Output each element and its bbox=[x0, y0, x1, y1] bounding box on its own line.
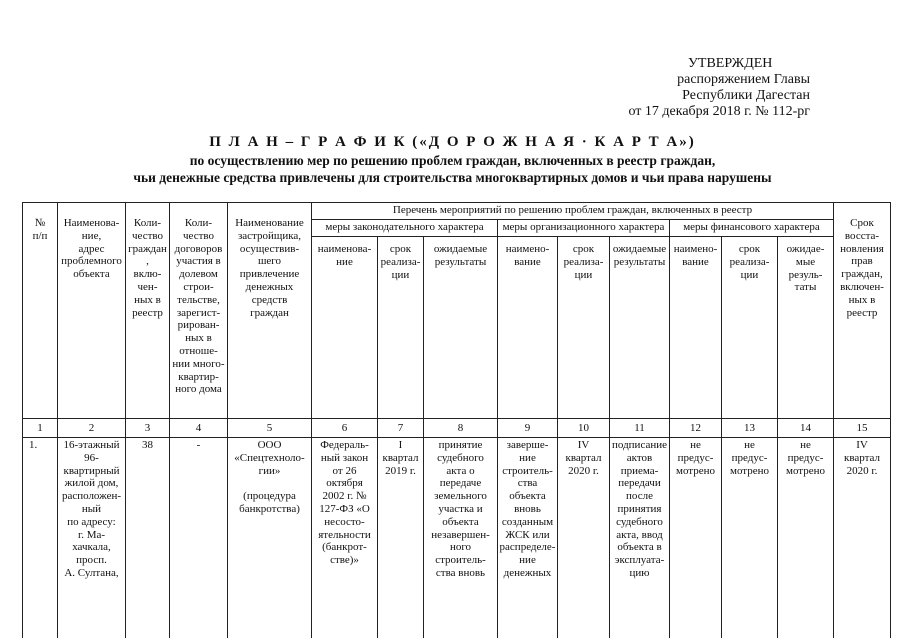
column-number: 8 bbox=[424, 419, 498, 438]
fin-measure-name: не предус- мотрено bbox=[670, 438, 722, 638]
org-measure-name: заверше- ние строитель- ства объекта вновь созданным ЖСК или распределе- ние денежных bbox=[498, 438, 558, 638]
contracts-count: - bbox=[170, 438, 228, 638]
header-contracts-count: Коли- чество договоров участия в долевом строи- тельстве, зарегист- рирован- ных в отноше- нии много- квартир- ного дома bbox=[170, 203, 228, 419]
column-number: 9 bbox=[498, 419, 558, 438]
fin-measure-term: не предус- мотрено bbox=[722, 438, 778, 638]
column-number: 13 bbox=[722, 419, 778, 438]
document-subtitle-1: по осуществлению мер по решению проблем граждан, включенных в реестр граждан, bbox=[189, 153, 716, 168]
column-number: 1 bbox=[23, 419, 58, 438]
column-number: 5 bbox=[228, 419, 312, 438]
column-number: 7 bbox=[378, 419, 424, 438]
header-legal-term: срок реализа- ции bbox=[378, 237, 424, 419]
approval-date: от 17 декабря 2018 г. № 112-рг bbox=[628, 104, 810, 119]
header-org-result: ожидаемые результаты bbox=[610, 237, 670, 419]
header-object: Наименова- ние, адрес проблемного объекта bbox=[58, 203, 126, 419]
citizens-count: 38 bbox=[126, 438, 170, 638]
column-number: 14 bbox=[778, 419, 834, 438]
column-number: 11 bbox=[610, 419, 670, 438]
org-measure-result: подписание актов приема- передачи после принятия судебного акта, ввод объекта в эксплуата- цию bbox=[610, 438, 670, 638]
approval-title: УТВЕРЖДЕН bbox=[688, 56, 773, 71]
document-title-block bbox=[0, 132, 905, 186]
column-number: 2 bbox=[58, 419, 126, 438]
legal-measure-name: Федераль- ный закон от 26 октября 2002 г. № 127-ФЗ «О несосто- ятельности (банкрот- стве)» bbox=[312, 438, 378, 638]
legal-measure-result: принятие судебного акта о передаче земельного участка и объекта незавершен- ного строитель- ства вновь bbox=[424, 438, 498, 638]
header-restoration-term: Срок восста- новления прав граждан, включен- ных в реестр bbox=[834, 203, 891, 419]
document-title: П Л А Н – Г Р А Ф И К («Д О Р О Ж Н А Я · К А Р Т А») bbox=[209, 134, 696, 150]
header-measures-group: Перечень мероприятий по решению проблем граждан, включенных в реестр bbox=[312, 203, 834, 220]
column-number: 10 bbox=[558, 419, 610, 438]
header-org-name: наимено- вание bbox=[498, 237, 558, 419]
approval-stamp bbox=[600, 56, 810, 120]
column-number: 3 bbox=[126, 419, 170, 438]
approval-region: Республики Дагестан bbox=[682, 88, 810, 103]
header-developer: Наименование застройщика, осуществив- шего привлечение денежных средств граждан bbox=[228, 203, 312, 419]
header-num: № п/п bbox=[23, 203, 58, 419]
org-measure-term: IV квартал 2020 г. bbox=[558, 438, 610, 638]
fin-measure-result: не предус- мотрено bbox=[778, 438, 834, 638]
header-fin-name: наимено- вание bbox=[670, 237, 722, 419]
column-number: 12 bbox=[670, 419, 722, 438]
header-fin-term: срок реализа- ции bbox=[722, 237, 778, 419]
header-legal-result: ожидаемые результаты bbox=[424, 237, 498, 419]
header-fin-measures: меры финансового характера bbox=[670, 220, 834, 237]
roadmap-table bbox=[22, 202, 891, 638]
column-number: 15 bbox=[834, 419, 891, 438]
header-fin-result: ожидае- мые резуль- таты bbox=[778, 237, 834, 419]
header-org-term: срок реализа- ции bbox=[558, 237, 610, 419]
restoration-term: IV квартал 2020 г. bbox=[834, 438, 891, 638]
legal-measure-term: I квартал 2019 г. bbox=[378, 438, 424, 638]
column-number-row bbox=[23, 419, 891, 438]
header-legal-measures: меры законодательного характера bbox=[312, 220, 498, 237]
table-row bbox=[23, 438, 891, 638]
header-legal-name: наименова- ние bbox=[312, 237, 378, 419]
header-citizens-count: Коли- чество граждан, вклю- чен- ных в реестр bbox=[126, 203, 170, 419]
header-row-1 bbox=[23, 203, 891, 220]
developer-name: ООО «Спецтехноло- гии» (процедура банкротства) bbox=[228, 438, 312, 638]
column-number: 6 bbox=[312, 419, 378, 438]
document-subtitle-2: чьи денежные средства привлечены для строительства многоквартирных домов и чьи права нарушены bbox=[133, 170, 772, 185]
column-number: 4 bbox=[170, 419, 228, 438]
object-address: 16-этажный 96- квартирный жилой дом, расположен- ный по адресу: г. Ма- хачкала, просп. А. Султана, bbox=[58, 438, 126, 638]
approval-authority: распоряжением Главы bbox=[677, 72, 810, 87]
row-number: 1. bbox=[23, 438, 58, 638]
header-org-measures: меры организационного характера bbox=[498, 220, 670, 237]
